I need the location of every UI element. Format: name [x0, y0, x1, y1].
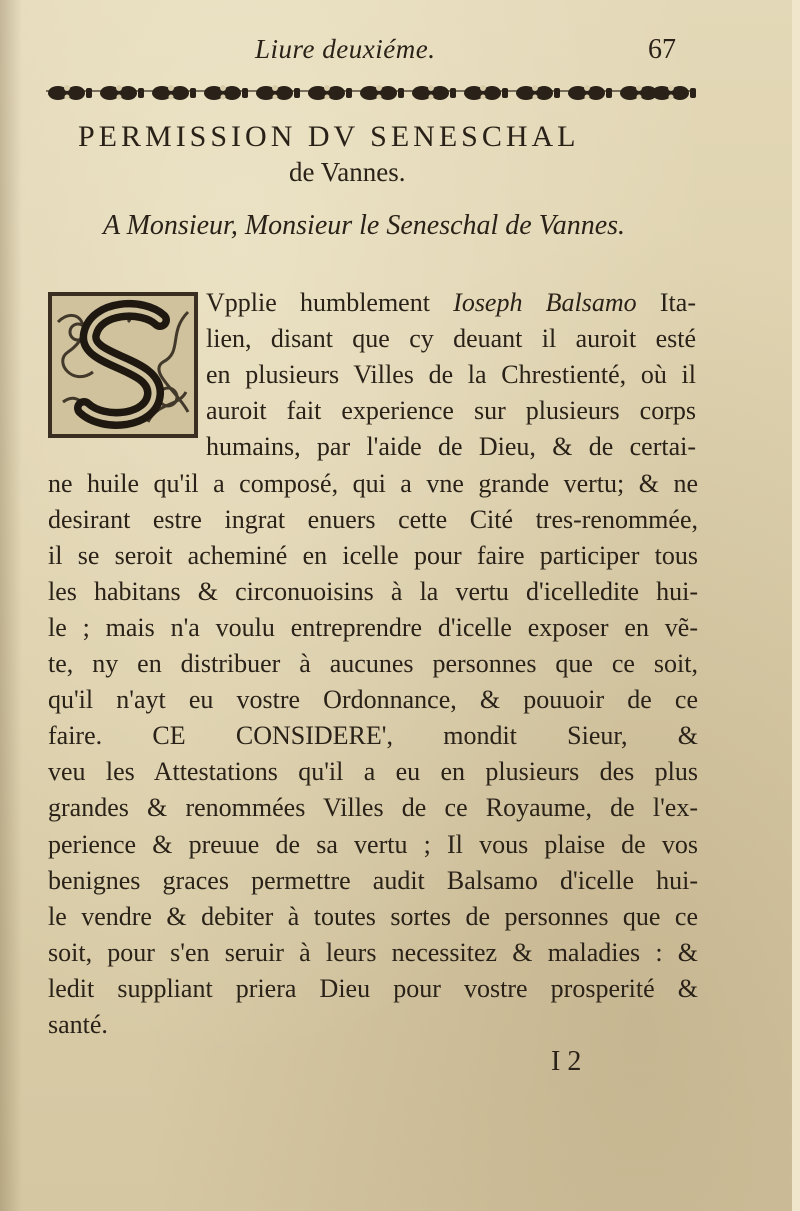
page-edge: [792, 0, 800, 1211]
text-line: [48, 685, 698, 715]
text-line: [206, 396, 696, 426]
text-segment: les habitans & circonuoisins à la vertu d'icelledite hui-: [48, 576, 698, 606]
text-segment: benignes graces permettre audit Balsamo d'icelle hui-: [48, 865, 698, 895]
text-line: [48, 613, 698, 643]
italic-name: Ioseph Balsamo: [453, 288, 637, 317]
text-segment: Vpplie humblement: [206, 288, 454, 317]
text-segment: humains, par l'aide de Dieu, & de certai-: [206, 432, 696, 462]
text-line: [48, 830, 698, 860]
text-line: [48, 541, 698, 571]
text-segment: desirant estre ingrat enuers cette Cité tres-renommée,: [48, 504, 698, 534]
text-line: [206, 432, 696, 462]
text-segment: lien, disant que cy deuant il auroit esté: [206, 324, 696, 354]
text-segment: Ita-: [636, 288, 696, 317]
text-segment: il se seroit acheminé en icelle pour faire participer tous: [48, 540, 698, 570]
ornamental-border: [46, 82, 696, 104]
text-segment: te, ny en distribuer à aucunes personnes que ce soit,: [48, 649, 698, 678]
page-gutter-shadow: [0, 0, 22, 1211]
text-segment: veu les Attestations qu'il a eu en plusieurs des plus: [48, 757, 698, 787]
text-line: [48, 469, 698, 499]
text-segment: faire. CE CONSIDERE', mondit Sieur, &: [48, 721, 698, 751]
text-line: [48, 649, 698, 679]
text-segment: grandes & renommées Villes de ce Royaume, de l'ex-: [48, 793, 698, 823]
text-line: [48, 505, 698, 535]
text-segment: le vendre & debiter à toutes sortes de personnes que ce: [48, 901, 698, 931]
text-segment: ne huile qu'il a composé, qui a vne grande vertu; & ne: [48, 468, 698, 498]
text-segment: auroit fait experience sur plusieurs corps: [206, 396, 696, 426]
text-line: [206, 288, 696, 318]
text-line: [48, 721, 698, 751]
section-heading: PERMISSION DV SENESCHAL: [78, 120, 580, 153]
text-line: [206, 360, 696, 390]
text-line: [48, 793, 698, 823]
text-segment: ledit suppliant priera Dieu pour vostre prosperité &: [48, 973, 698, 1003]
text-line: [48, 974, 698, 1004]
text-line: [48, 1010, 108, 1040]
text-segment: santé.: [48, 1010, 108, 1039]
section-subheading: de Vannes.: [289, 157, 406, 187]
bleed-through: ⠀: [130, 1015, 147, 1040]
text-line: [48, 577, 698, 607]
text-segment: en plusieurs Villes de la Chrestienté, où il: [206, 360, 696, 390]
text-segment: soit, pour s'en seruir à leurs necessitez & maladies : &: [48, 937, 698, 967]
text-line: [48, 902, 698, 932]
page-number: 67: [648, 34, 676, 65]
text-line: [48, 938, 698, 968]
text-segment: le ; mais n'a voulu entreprendre d'icelle exposer en vẽ-: [48, 612, 698, 642]
running-title: Liure deuxiéme.: [255, 34, 436, 64]
text-segment: qu'il n'ayt eu vostre Ordonnance, & pouuoir de ce: [48, 685, 698, 715]
text-line: [48, 757, 698, 787]
decorated-initial-s: [48, 292, 198, 438]
text-line: [48, 866, 698, 896]
text-segment: perience & preuue de sa vertu ; Il vous plaise de vos: [48, 829, 698, 859]
address-line: A Monsieur, Monsieur le Seneschal de Vannes.: [103, 210, 626, 241]
text-line: [206, 324, 696, 354]
signature-mark: I 2: [551, 1046, 582, 1077]
